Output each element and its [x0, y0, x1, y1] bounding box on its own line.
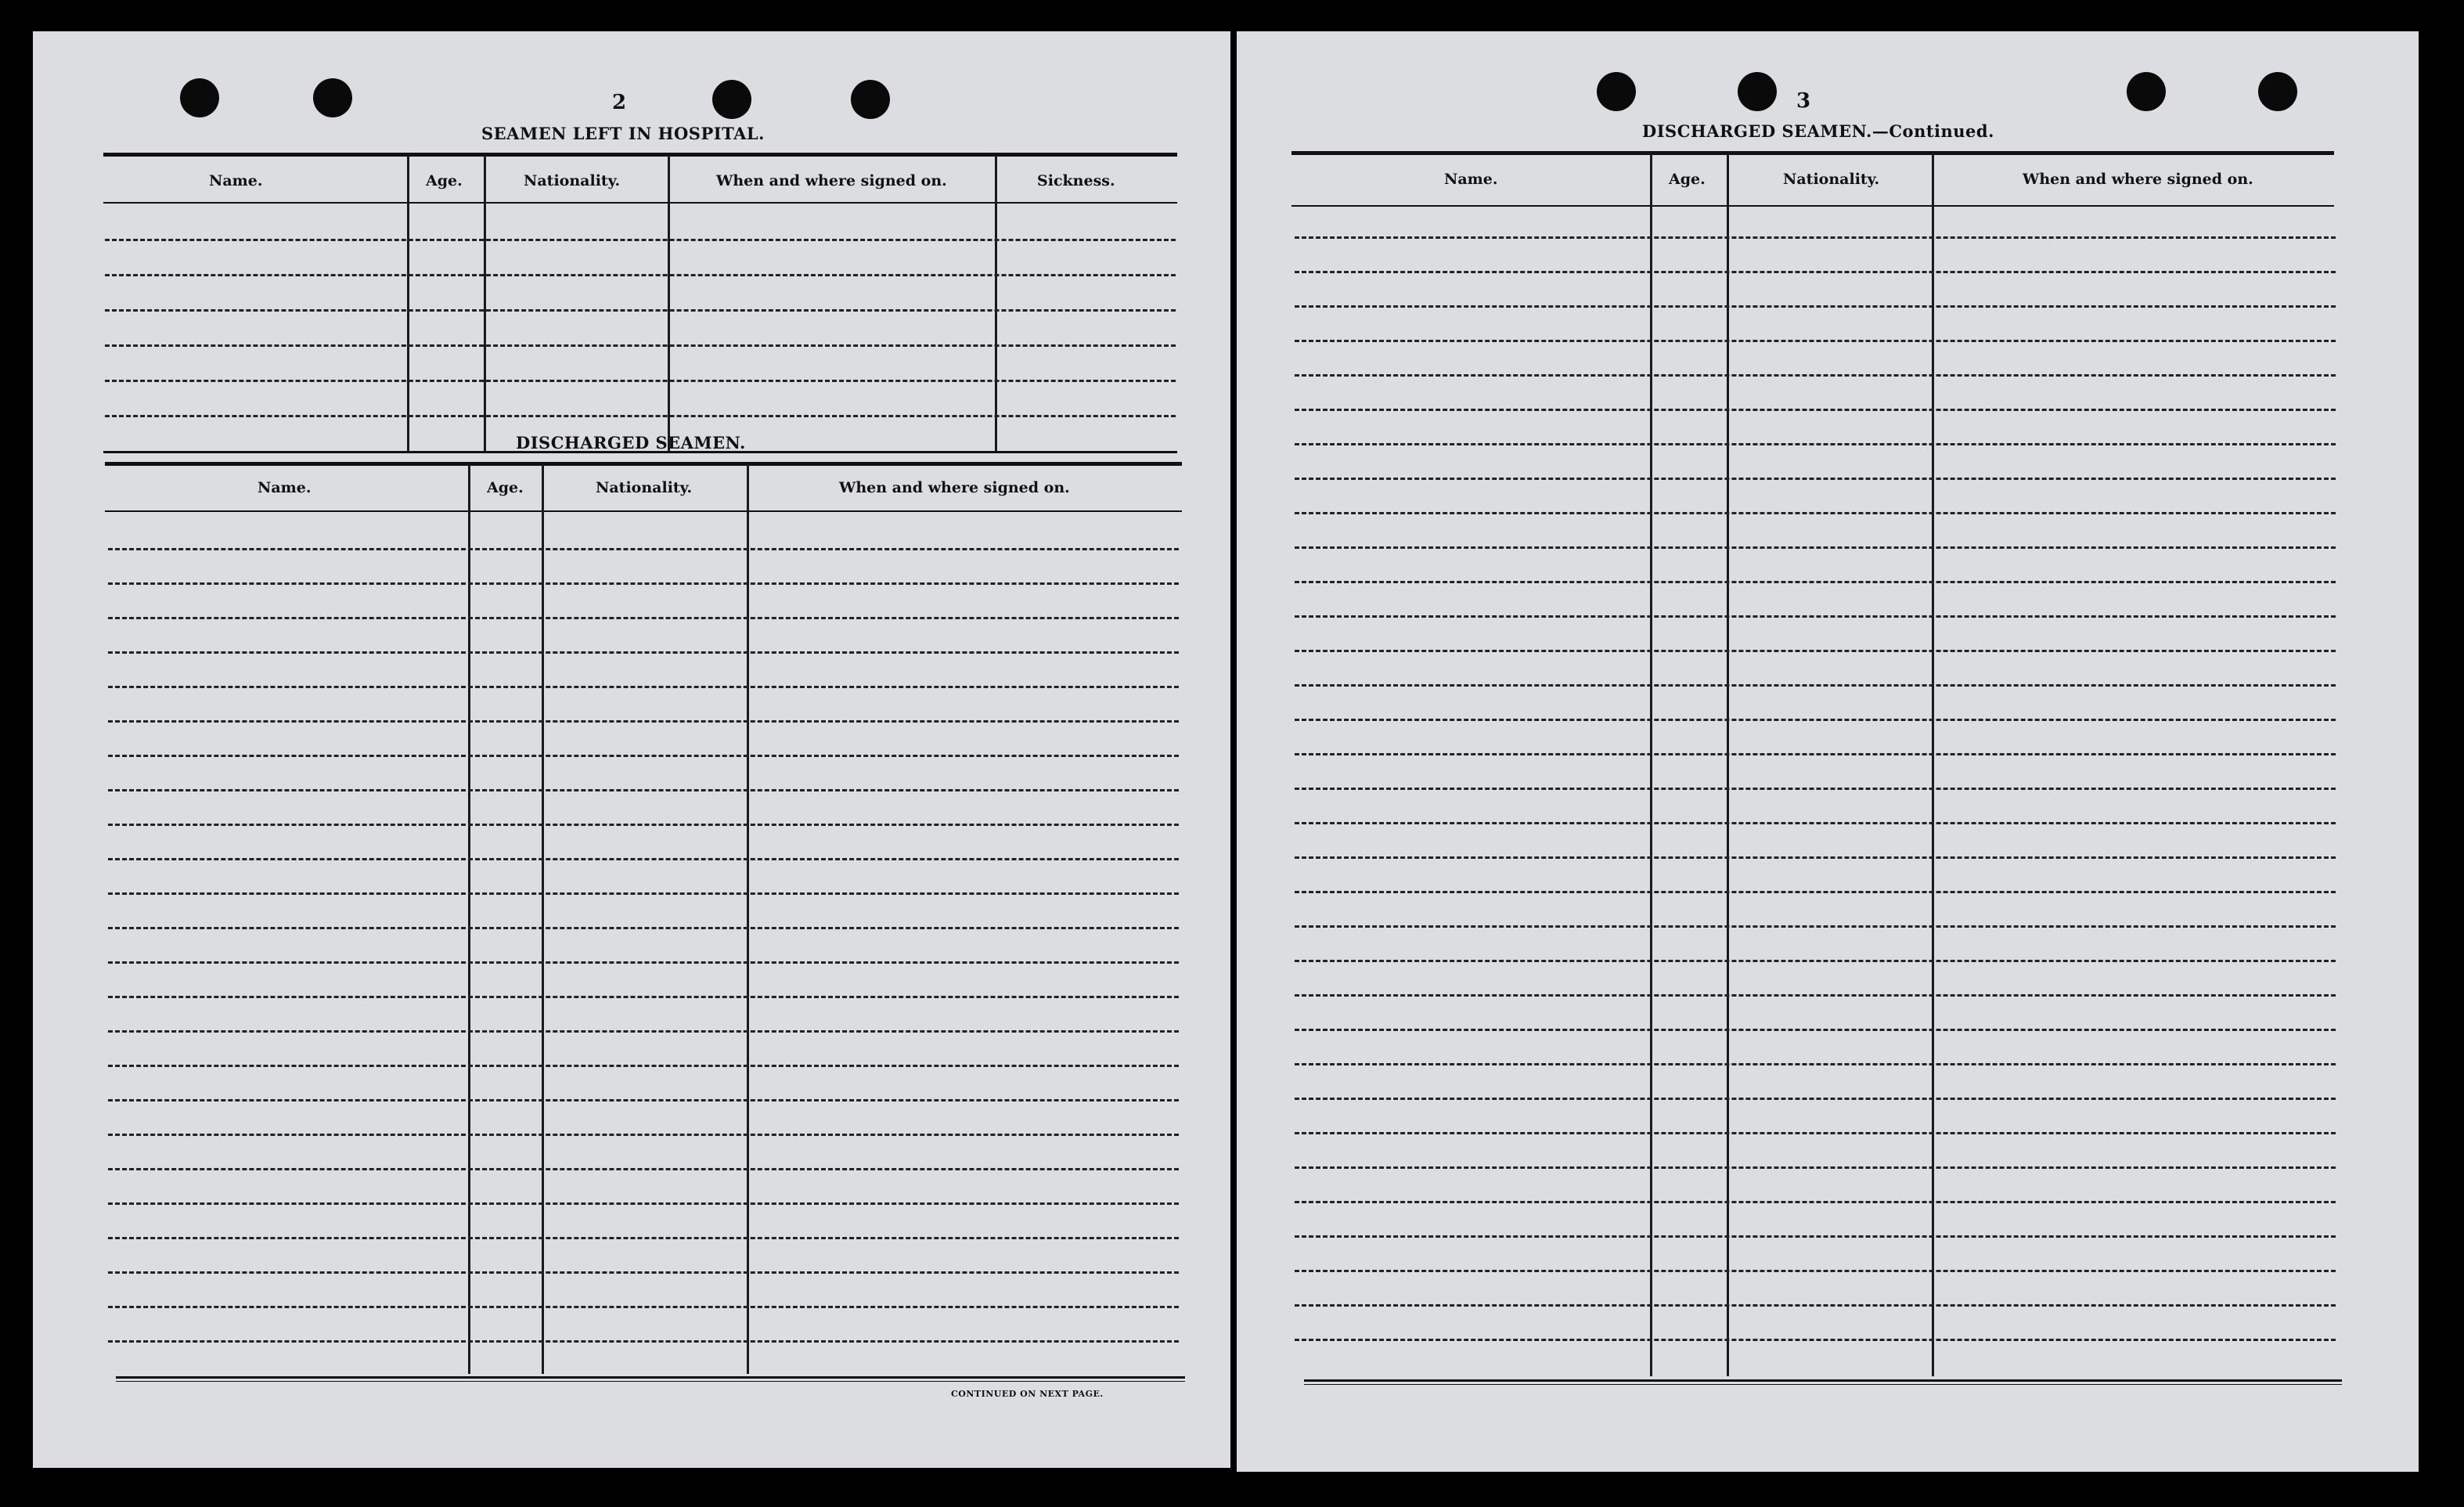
hospital-column-divider — [668, 155, 670, 452]
entry-line — [108, 651, 1179, 654]
left-page — [33, 31, 1230, 1468]
entry-line — [1295, 305, 2336, 308]
entry-line — [1295, 443, 2336, 445]
punch-hole — [1597, 72, 1636, 111]
hospital-entry-line — [105, 415, 1176, 417]
entry-line — [1295, 615, 2336, 618]
entry-line — [1295, 925, 2336, 928]
entry-line — [1295, 994, 2336, 997]
entry-line — [1295, 512, 2336, 514]
entry-line — [108, 1134, 1179, 1136]
entry-line — [1295, 340, 2336, 342]
hospital-header-age: Age. — [426, 172, 463, 189]
entry-line — [1295, 581, 2336, 583]
discharged-section-title: DISCHARGED SEAMEN. — [516, 433, 746, 452]
discharged-continued-title: DISCHARGED SEAMEN.—Continued. — [1642, 121, 1994, 141]
entry-line — [108, 686, 1179, 688]
entry-line — [1295, 271, 2336, 273]
entry-line — [1295, 1304, 2336, 1307]
punch-hole — [2258, 72, 2297, 111]
hospital-header-name: Name. — [209, 172, 263, 189]
continued-column-divider — [1650, 153, 1652, 1376]
entry-line — [1295, 1201, 2336, 1203]
entry-line — [108, 548, 1179, 550]
entry-line — [108, 789, 1179, 791]
punch-hole — [1738, 72, 1777, 111]
entry-line — [108, 1030, 1179, 1033]
entry-line — [1295, 546, 2336, 549]
discharged-header-age: Age. — [487, 479, 524, 496]
entry-line — [108, 892, 1179, 895]
page-number: 3 — [1796, 89, 1811, 113]
right-page — [1237, 31, 2419, 1472]
entry-line — [108, 961, 1179, 964]
entry-line — [1295, 1339, 2336, 1341]
entry-line — [108, 996, 1179, 998]
entry-line — [1295, 1132, 2336, 1134]
entry-line — [108, 1099, 1179, 1101]
discharged-bottom-rule — [116, 1376, 1185, 1379]
entry-line — [108, 1168, 1179, 1170]
continued-header-rule — [1291, 205, 2334, 207]
entry-line — [1295, 684, 2336, 687]
continued-bottom-rule-thin — [1304, 1384, 2342, 1385]
punch-hole — [180, 78, 219, 117]
continued-header-name: Name. — [1444, 171, 1498, 188]
punch-hole — [313, 78, 352, 117]
discharged-bottom-rule-thin — [116, 1381, 1185, 1382]
entry-line — [1295, 1270, 2336, 1272]
hospital-header-rule — [103, 202, 1177, 204]
hospital-column-divider — [407, 155, 409, 452]
entry-line — [108, 582, 1179, 585]
entry-line — [1295, 753, 2336, 755]
entry-line — [108, 927, 1179, 929]
entry-line — [1295, 788, 2336, 790]
hospital-section-title: SEAMEN LEFT IN HOSPITAL. — [481, 124, 765, 143]
hospital-entry-line — [105, 274, 1176, 276]
continued-column-divider — [1727, 153, 1729, 1376]
punch-hole — [712, 80, 751, 119]
hospital-top-rule — [103, 153, 1177, 157]
hospital-header-signed-on: When and where signed on. — [716, 172, 947, 189]
continued-header-nationality: Nationality. — [1783, 171, 1880, 188]
entry-line — [1295, 650, 2336, 652]
entry-line — [1295, 719, 2336, 721]
entry-line — [1295, 822, 2336, 824]
entry-line — [1295, 409, 2336, 411]
discharged-header-name: Name. — [258, 479, 312, 496]
entry-line — [108, 755, 1179, 757]
entry-line — [108, 1202, 1179, 1205]
entry-line — [1295, 478, 2336, 480]
continued-top-rule — [1291, 151, 2334, 155]
punch-hole — [2127, 72, 2166, 111]
continued-bottom-rule — [1304, 1379, 2342, 1382]
entry-line — [1295, 1029, 2336, 1031]
entry-line — [1295, 236, 2336, 239]
entry-line — [1295, 1235, 2336, 1238]
entry-line — [1295, 1063, 2336, 1065]
entry-line — [1295, 856, 2336, 859]
discharged-header-signed-on: When and where signed on. — [839, 479, 1070, 496]
entry-line — [1295, 891, 2336, 893]
entry-line — [108, 1237, 1179, 1239]
entry-line — [108, 617, 1179, 619]
discharged-top-rule — [105, 462, 1182, 466]
continued-footer: CONTINUED ON NEXT PAGE. — [951, 1389, 1104, 1399]
entry-line — [108, 1271, 1179, 1274]
hospital-header-nationality: Nationality. — [524, 172, 621, 189]
punch-hole — [851, 80, 890, 119]
entry-line — [108, 824, 1179, 826]
hospital-column-divider — [484, 155, 486, 452]
discharged-header-rule — [105, 510, 1182, 512]
hospital-entry-line — [105, 309, 1176, 312]
entry-line — [108, 858, 1179, 860]
hospital-entry-line — [105, 344, 1176, 347]
entry-line — [108, 1340, 1179, 1343]
entry-line — [1295, 960, 2336, 962]
entry-line — [1295, 1098, 2336, 1100]
continued-header-age: Age. — [1669, 171, 1706, 188]
entry-line — [1295, 1166, 2336, 1169]
entry-line — [108, 1306, 1179, 1308]
entry-line — [1295, 374, 2336, 377]
discharged-header-nationality: Nationality. — [596, 479, 693, 496]
hospital-entry-line — [105, 239, 1176, 241]
page-number: 2 — [612, 91, 627, 114]
continued-column-divider — [1932, 153, 1934, 1376]
hospital-header-sickness: Sickness. — [1037, 172, 1115, 189]
entry-line — [108, 720, 1179, 723]
hospital-column-divider — [995, 155, 997, 452]
entry-line — [108, 1065, 1179, 1067]
continued-header-signed-on: When and where signed on. — [2023, 171, 2253, 188]
hospital-entry-line — [105, 380, 1176, 382]
